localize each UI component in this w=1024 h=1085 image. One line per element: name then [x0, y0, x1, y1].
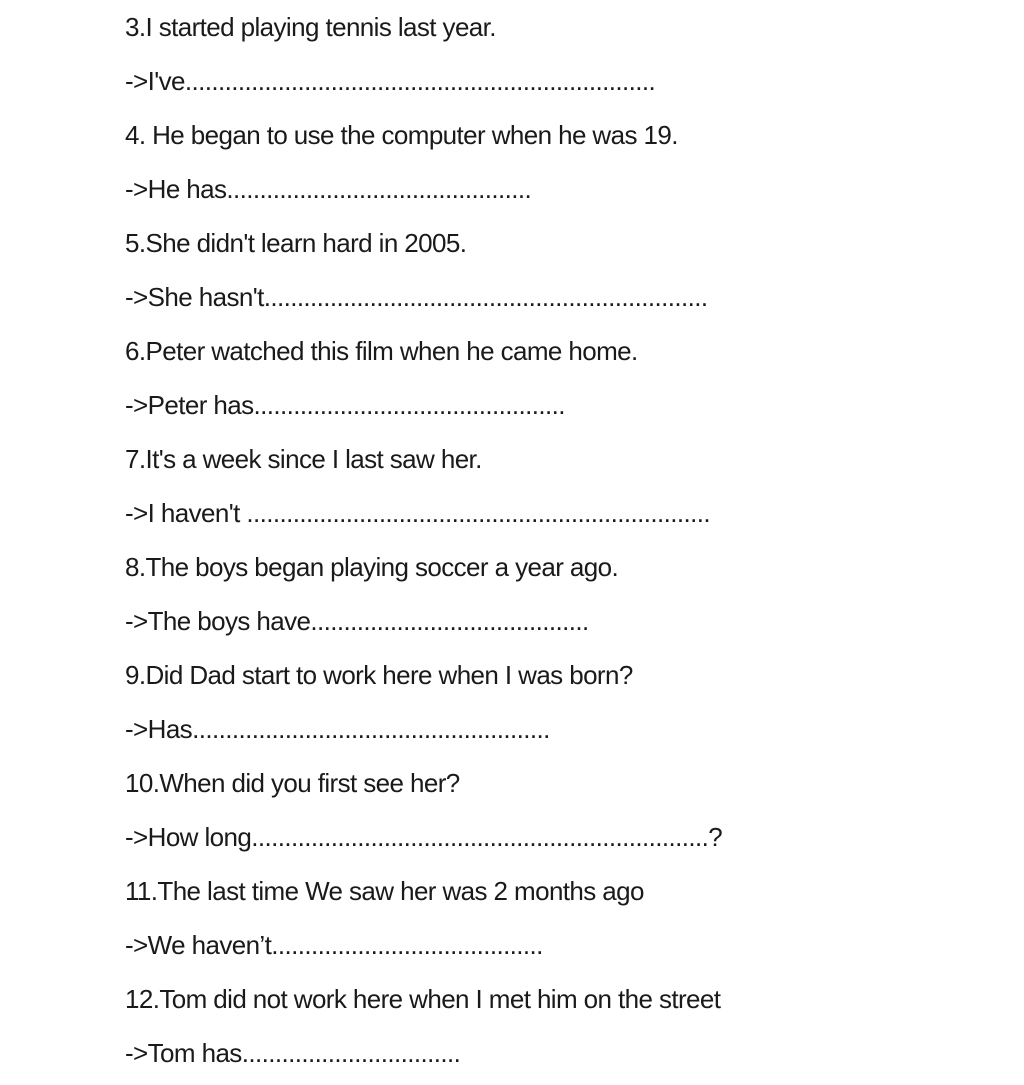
answer-prompt-12: ->Tom has................................. — [125, 1038, 461, 1068]
question-6: 6.Peter watched this film when he came home. — [125, 336, 638, 366]
answer-prompt-7: ->I haven't ...................................................................... — [125, 498, 710, 528]
answer-prompt-10: ->How long.....................................................................? — [125, 822, 723, 852]
answer-prompt-5: ->She hasn't................................................................... — [125, 282, 708, 312]
question-12: 12.Tom did not work here when I met him on the street — [125, 984, 721, 1014]
answer-prompt-8: ->The boys have.......................................... — [125, 606, 589, 636]
question-3: 3.I started playing tennis last year. — [125, 12, 496, 42]
answer-prompt-6: ->Peter has............................................... — [125, 390, 565, 420]
question-9: 9.Did Dad start to work here when I was born? — [125, 660, 633, 690]
answer-prompt-3: ->I've....................................................................... — [125, 66, 656, 96]
question-8: 8.The boys began playing soccer a year ago. — [125, 552, 619, 582]
question-11: 11.The last time We saw her was 2 months ago — [125, 876, 644, 906]
question-7: 7.It's a week since I last saw her. — [125, 444, 482, 474]
answer-prompt-11: ->We haven’t......................................... — [125, 930, 543, 960]
question-5: 5.She didn't learn hard in 2005. — [125, 228, 467, 258]
question-10: 10.When did you first see her? — [125, 768, 460, 798]
worksheet — [125, 0, 1005, 1080]
answer-prompt-9: ->Has...................................................... — [125, 714, 550, 744]
answer-prompt-4: ->He has.............................................. — [125, 174, 532, 204]
question-4: 4. He began to use the computer when he was 19. — [125, 120, 678, 150]
